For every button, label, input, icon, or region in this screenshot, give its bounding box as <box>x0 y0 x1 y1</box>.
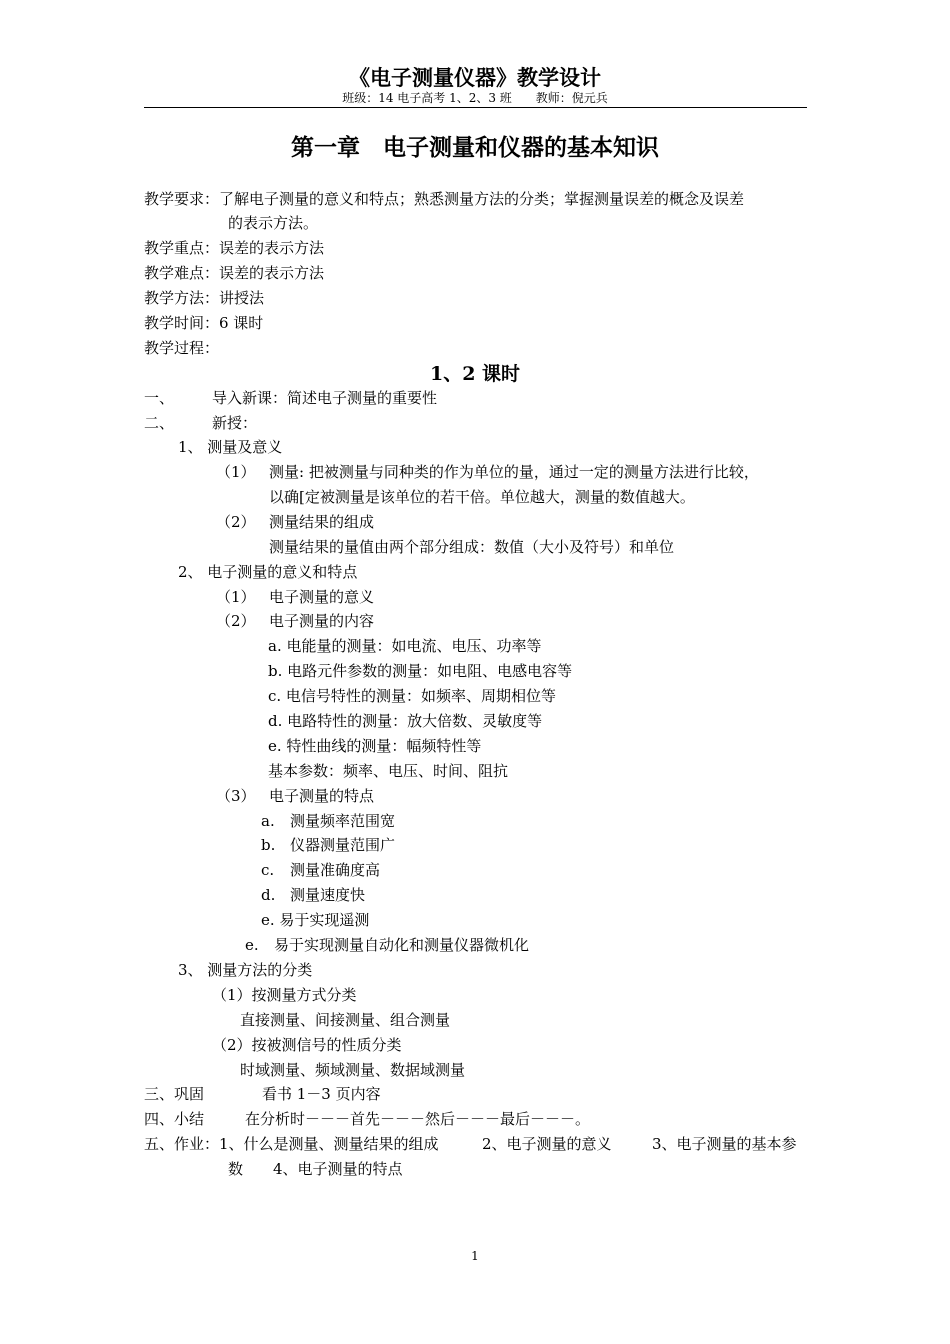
feature-label-d: d. <box>261 886 276 904</box>
section-4-text: 在分析时－－－首先－－－然后－－－最后－－－。 <box>245 1110 591 1128</box>
feature-label-f: e. <box>245 936 259 954</box>
point-1-1-number: （1） <box>216 463 256 481</box>
teaching-difficulty: 教学难点：误差的表示方法 <box>144 264 325 282</box>
point-1-2-number: （2） <box>216 513 256 531</box>
content-item-e: e. 特性曲线的测量：幅频特性等 <box>268 737 482 755</box>
point-1-1-line2: 以确[定被测量是该单位的若干倍。单位越大，测量的数值越大。 <box>269 488 695 506</box>
feature-item-e: e. 易于实现遥测 <box>261 911 370 929</box>
content-item-c: c. 电信号特性的测量：如频率、周期相位等 <box>268 687 556 705</box>
section-1-text: 导入新课：简述电子测量的重要性 <box>212 389 438 407</box>
document-title: 《电子测量仪器》教学设计 <box>349 65 601 90</box>
teaching-process: 教学过程： <box>144 339 220 357</box>
section-3-text: 看书 1－3 页内容 <box>262 1085 381 1103</box>
content-item-a: a. 电能量的测量：如电流、电压、功率等 <box>268 637 542 655</box>
teaching-key-point: 教学重点：误差的表示方法 <box>144 239 325 257</box>
homework-line-2: 数 4、电子测量的特点 <box>228 1160 403 1178</box>
feature-label-b: b. <box>261 836 276 854</box>
homework-item-2: 2、电子测量的意义 <box>482 1135 612 1153</box>
teaching-requirements-line1: 教学要求：了解电子测量的意义和特点；熟悉测量方法的分类；掌握测量误差的概念及误差 <box>144 190 745 208</box>
basic-parameters: 基本参数：频率、电压、时间、阻抗 <box>268 762 509 780</box>
feature-item-b: 仪器测量范围广 <box>290 836 396 854</box>
feature-label-c: c. <box>261 861 275 879</box>
section-3-label: 三、巩固 <box>144 1085 205 1103</box>
section-4-label: 四、小结 <box>144 1110 205 1128</box>
point-2-3-text: 电子测量的特点 <box>269 787 375 805</box>
feature-item-a: 测量频率范围宽 <box>290 812 396 830</box>
feature-item-c: 测量准确度高 <box>290 861 381 879</box>
point-2-1-number: （1） <box>216 588 256 606</box>
point-2-heading: 2、 电子测量的意义和特点 <box>178 563 358 581</box>
point-3-2: （2）按被测信号的性质分类 <box>212 1036 402 1054</box>
point-2-3-number: （3） <box>216 787 256 805</box>
section-1-number: 一、 <box>144 389 175 407</box>
header-rule <box>144 107 807 108</box>
point-1-2-line2: 测量结果的量值由两个部分组成：数值（大小及符号）和单位 <box>269 538 675 556</box>
session-title: 1、2 课时 <box>429 363 521 385</box>
feature-item-f: 易于实现测量自动化和测量仪器微机化 <box>274 936 530 954</box>
teaching-method: 教学方法：讲授法 <box>144 289 265 307</box>
feature-item-d: 测量速度快 <box>290 886 366 904</box>
chapter-title: 第一章 电子测量和仪器的基本知识 <box>291 134 659 161</box>
point-3-1-detail: 直接测量、间接测量、组合测量 <box>240 1011 451 1029</box>
point-3-heading: 3、 测量方法的分类 <box>178 961 313 979</box>
page-number: 1 <box>471 1249 479 1263</box>
point-3-2-detail: 时域测量、频域测量、数据域测量 <box>240 1061 466 1079</box>
section-2-number: 二、 <box>144 414 175 432</box>
content-item-d: d. 电路特性的测量：放大倍数、灵敏度等 <box>268 712 543 730</box>
point-1-2-line1: 测量结果的组成 <box>269 513 375 531</box>
section-2-text: 新授： <box>212 414 258 432</box>
point-3-1: （1）按测量方式分类 <box>212 986 357 1004</box>
point-2-1-text: 电子测量的意义 <box>269 588 375 606</box>
class-teacher-line: 班级：14 电子高考 1、2、3 班 教师：倪元兵 <box>342 91 608 105</box>
point-2-2-text: 电子测量的内容 <box>269 612 375 630</box>
point-1-1-line1: 测量: 把被测量与同种类的作为单位的量，通过一定的测量方法进行比较， <box>269 463 759 481</box>
teaching-requirements-line2: 的表示方法。 <box>228 214 319 232</box>
homework-item-1: 五、作业：1、什么是测量、测量结果的组成 <box>144 1135 439 1153</box>
content-item-b: b. 电路元件参数的测量：如电阻、电感电容等 <box>268 662 573 680</box>
point-2-2-number: （2） <box>216 612 256 630</box>
feature-label-a: a. <box>261 812 275 830</box>
homework-item-3: 3、电子测量的基本参 <box>652 1135 797 1153</box>
teaching-time: 教学时间：6 课时 <box>144 314 264 332</box>
point-1-heading: 1、 测量及意义 <box>178 438 283 456</box>
